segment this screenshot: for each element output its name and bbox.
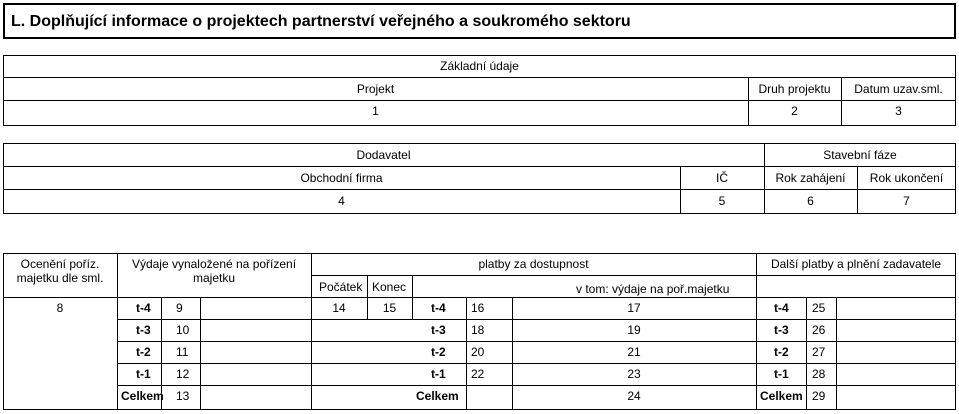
platby-row-value: 16 (471, 301, 485, 315)
supplier-line-1 (3, 166, 956, 167)
vydaje-celkem-label: Celkem (121, 389, 164, 403)
platby-majetek-value: 17 (627, 301, 641, 315)
vline-platby-1 (466, 297, 467, 410)
rok-zahajeni-num: 6 (807, 194, 814, 208)
platby-majetek-value: 19 (627, 323, 641, 337)
stavebni-faze-label: Stavební fáze (823, 148, 897, 162)
dodavatel-label: Dodavatel (356, 148, 411, 162)
basic-line-1 (3, 77, 956, 78)
vline-dalsi-1 (806, 297, 807, 410)
platby-celkem-value: 24 (627, 389, 641, 403)
druh-label: Druh projektu (758, 82, 831, 96)
v-tom-label: v tom: výdaje na poř.majetku (576, 282, 730, 296)
dalsi-celkem-label: Celkem (760, 389, 803, 403)
oceneni-num: 8 (56, 301, 64, 315)
dalsi-celkem-value: 29 (812, 389, 826, 403)
vline-vydaje-2 (200, 297, 201, 410)
platby-majetek-value: 23 (627, 367, 641, 381)
vydaje-row-label: t-2 (136, 345, 151, 359)
obchodni-firma-num: 4 (338, 194, 345, 208)
vydaje-row-label: t-3 (136, 323, 151, 337)
page-title: L. Doplňující informace o projektech partnerství veřejného a soukromého sektoru (11, 13, 631, 30)
hline-platby (311, 275, 956, 276)
vydaje-row-label: t-1 (136, 367, 151, 381)
basic-heading: Základní údaje (440, 59, 519, 73)
vydaje-row-value: 12 (176, 367, 190, 381)
hline-header (3, 297, 956, 298)
druh-num: 2 (791, 104, 798, 118)
ic-label: IČ (716, 171, 728, 185)
konec-num: 15 (382, 301, 397, 315)
obchodni-firma-label: Obchodní firma (300, 171, 383, 185)
datum-num: 3 (895, 104, 902, 118)
platby-row-label: t-4 (431, 301, 446, 315)
vydaje-row-value: 9 (176, 301, 183, 315)
datum-label: Datum uzav.sml. (854, 82, 943, 96)
platby-label: platby za dostupnost (478, 257, 589, 271)
dalsi-row-label: t-2 (774, 345, 789, 359)
platby-celkem-label: Celkem (416, 389, 459, 403)
pocatek-label: Počátek (319, 280, 363, 294)
vydaje-row-label: t-4 (136, 301, 151, 315)
dalsi-row-label: t-3 (774, 323, 789, 337)
dalsi-row-label: t-4 (774, 301, 789, 315)
vydaje-label: Výdaje vynaložené na pořízení majetku (131, 257, 297, 285)
basic-line-2 (3, 100, 956, 101)
vline-konec (412, 275, 413, 319)
dalsi-row-value: 26 (812, 323, 826, 337)
dalsi-row-label: t-1 (774, 367, 789, 381)
projekt-label: Projekt (356, 82, 395, 96)
ic-num: 5 (718, 194, 726, 208)
platby-row-value: 20 (471, 345, 485, 359)
dalsi-row-value: 28 (812, 367, 826, 381)
platby-row-label: t-3 (431, 323, 446, 337)
vline-dalsi-2 (836, 297, 837, 410)
pocatek-num: 14 (332, 301, 346, 315)
projekt-num: 1 (372, 104, 379, 118)
vydaje-celkem-value: 13 (176, 389, 190, 403)
vydaje-row-value: 10 (176, 323, 190, 337)
dalsi-row-value: 25 (812, 301, 826, 315)
supplier-line-2 (3, 189, 956, 190)
rok-ukonceni-label: Rok ukončení (869, 171, 944, 185)
platby-row-label: t-2 (431, 345, 446, 359)
vline-c (756, 253, 757, 410)
dalsi-row-value: 27 (812, 345, 826, 359)
rok-ukonceni-num: 7 (903, 194, 910, 208)
rok-zahajeni-label: Rok zahájení (775, 171, 846, 185)
platby-majetek-value: 21 (627, 345, 641, 359)
vline-a (117, 253, 118, 410)
platby-row-value: 22 (471, 367, 485, 381)
hline-row-3 (117, 363, 956, 364)
konec-label: Konec (372, 280, 407, 294)
platby-row-label: t-1 (431, 367, 446, 381)
hline-row-4 (117, 385, 956, 386)
vydaje-row-value: 11 (176, 345, 189, 359)
vline-b (311, 253, 312, 410)
hline-row-2 (117, 341, 956, 342)
oceneni-label: Ocenění poříz. majetku dle sml. (16, 257, 104, 285)
platby-row-value: 18 (471, 323, 485, 337)
dalsi-label: Další platby a plnění zadavatele (770, 257, 942, 271)
hline-row-1 (117, 319, 956, 320)
